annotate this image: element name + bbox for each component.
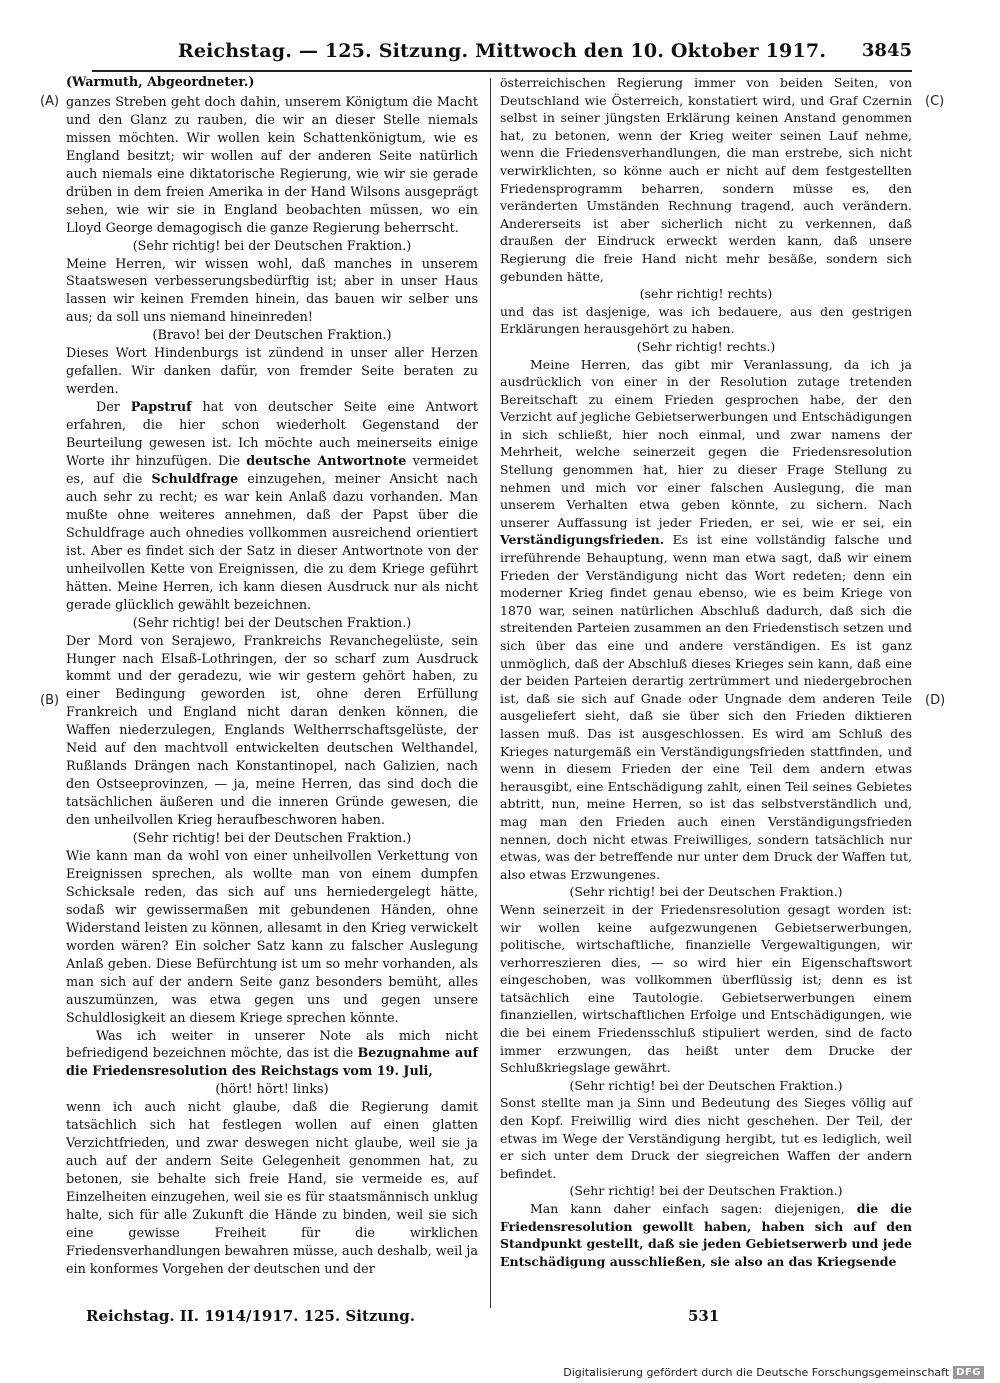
paragraph: Sonst stellte man ja Sinn und Bedeutung des Sieges völlig auf den Kopf. Freiwillig wird dies nicht geschehen. Der Teil, der etwas im Wege der Verständigung hergibt, tut es lediglich, weil er sich unter dem Druck der siegreichen Waffen der andern befindet. bbox=[500, 1095, 912, 1181]
margin-marker-b: (B) bbox=[40, 693, 60, 708]
margin-marker-c: (C) bbox=[925, 94, 945, 109]
paragraph: Meine Herren, wir wissen wohl, daß manches in unserem Staatswesen verbesserungsbedürftig ist; aber in unser Haus lassen wir keinen Fremden hinein, das bauen wir selber uns aus; da soll uns niemand hineinreden! bbox=[66, 256, 478, 326]
reaction-note: (hört! hört! links) bbox=[215, 1082, 329, 1098]
paragraph: Man kann daher einfach sagen: diejenigen, die die Friedensresolution gewollt haben, haben sich auf den Standpunkt gestellt, daß sie jeden Gebietserwerb und jede Entschädigung ausschließen, sie also an das Kriegsende bbox=[500, 1201, 912, 1269]
paragraph: österreichischen Regierung immer von beiden Seiten, von Deutschland wie Österreich, konstatiert wird, und Graf Czernin selbst in seiner jüngsten Erklärung keinen Anstand genommen hat, zu betonen, wenn der Krieg weiter seinen Lauf nehme, wenn die Friedensverhandlungen, die man erstrebe, sich nicht verwirklichten, so könne auch er nicht auf dem festgestellten Friedensprogramm beharren, sondern müsse es, den veränderten Umständen Rechnung tragend, auch verändern. Andererseits ist aber sicherlich nicht zu verkennen, daß draußen der Eindruck erweckt werden kann, daß unsere Regierung die freie Hand nicht mehr besäße, sondern sich gebunden hätte, bbox=[500, 75, 912, 284]
page-title: Reichstag. — 125. Sitzung. Mittwoch den 10. Oktober 1917. bbox=[177, 40, 827, 62]
dfg-notice bbox=[563, 1366, 984, 1379]
dfg-notice-text: Digitalisierung gefördert durch die Deutsche Forschungsgemeinschaft bbox=[563, 1366, 950, 1379]
paragraph: ganzes Streben geht doch dahin, unserem Königtum die Macht und den Glanz zu rauben, die wir an dieser Stelle niemals missen möchten. Wir wollen kein Schattenkönigtum, wie es England besitzt; wir wollen auf der anderen Seite natürlich auch niemals eine diktatorische Regierung, wie wir sie gerade drüben in dem freien Amerika in der Hand Wilsons ausgeprägt sehen, wie wir sie in England beobachten müssen, wo ein Lloyd George demagogisch die ganze Regierung beherrscht. bbox=[66, 94, 478, 236]
margin-marker-d: (D) bbox=[925, 693, 946, 708]
page-header bbox=[92, 36, 912, 72]
column-divider bbox=[490, 78, 491, 1308]
paragraph: Wie kann man da wohl von einer unheilvollen Verkettung von Ereignissen sprechen, als wollte man von einem dumpfen Schicksale reden, das sich auf uns herniedergelegt hätte, sodaß wir gewissermaßen mit gebundenen Händen, ohne Widerstand leisten zu können, allesamt in den Krieg verwickelt worden wären? Ein solcher Satz kann zu falscher Auslegung Anlaß geben. Diese Befürchtung ist um so mehr vorhanden, als man sich auf der andern Seite ganz besonders bemüht, alles auszumünzen, was etwa gegen uns und gegen unsere Schuldlosigkeit an diesem Kriege sprechen könnte. bbox=[66, 848, 478, 1026]
reaction-note: (Sehr richtig! bei der Deutschen Fraktion.) bbox=[569, 1183, 843, 1199]
left-column bbox=[66, 74, 478, 1279]
paragraph: wenn ich auch nicht glaube, daß die Regierung damit tatsächlich sich hat festlegen wollen auf einen glatten Verzichtfrieden, und zwar deswegen nicht glaube, weil sie ja auch auf der andern Seite Gelegenheit genommen hat, zu betonen, sie behalte sich freie Hand, sie vermeide es, auf Einzelheiten einzugehen, weil sie es für staatsmännisch unklug halte, sich für alle Zukunft die Hände zu binden, weil sie sich eine gewisse Freiheit für die wirklichen Friedensverhandlungen bewahren müsse, auch deshalb, weil ja ein konformes Vorgehen der deutschen und der bbox=[66, 1100, 478, 1277]
reaction-note: (Sehr richtig! rechts.) bbox=[636, 338, 776, 354]
paragraph: Meine Herren, das gibt mir Veranlassung, da ich ja ausdrücklich von einer in der Resolution zutage tretenden Bereitschaft zu einem Frieden gesprochen habe, der den Verzicht auf jegliche Gebietserwerbungen und Entschädigungen in sich schließt, hier noch einmal, und zwar namens der Mehrheit, welche seinerzeit gegen die Friedensresolution Stellung genommen hat, hier zu dieser Frage Stellung zu nehmen und mich vor einer falschen Auslegung, die man unserem Verhalten etwa geben könnte, zu sichern. Nach unserer Auffassung ist jeder Frieden, er sei, wie er sei, ein Verständigungsfrieden. Es ist eine vollständig falsche und irreführende Behauptung, wenn man etwa sagt, daß wir einem Frieden der Verständigung nicht das Wort redeten; denn ein moderner Krieg findet genau ebenso, wie es beim Kriege von 1870 war, seinen natürlichen Abschluß dadurch, daß sich die streitenden Parteien zusammen an den Friedenstisch setzen und sich über das eine und andere verständigen. Es ist ganz unmöglich, daß der Abschluß dieses Krieges sein kann, daß eine der beiden Parteien derartig zertrümmert und niedergebrochen ist, daß sie sich auf Gnade oder Ungnade dem anderen Teile ausgeliefert sieht, daß sie über sich den Frieden diktieren lassen muß. Das ist ausgeschlossen. Es wird am Schluß des Krieges naturgemäß ein Verständigungsfrieden stattfinden, und wenn in diesem Frieden der eine Teil dem andern etwas herausgibt, eine Entschädigung zahlt, einen Teil seines Gebietes abtritt, nun, meine Herren, so ist das selbstverständlich und, mag man den Frieden auch einen Verständigungsfrieden nennen, doch nicht etwas Freiwilliges, sondern tatsächlich nur etwas, was der betreffende nur unter dem Druck der Waffen tut, also etwas Erzwungenes. bbox=[500, 356, 912, 882]
reaction-note: (Sehr richtig! bei der Deutschen Fraktion.) bbox=[569, 884, 843, 900]
footer-page-number: 531 bbox=[688, 1307, 720, 1325]
paragraph: Was ich weiter in unserer Note als mich nicht befriedigend bezeichnen möchte, das ist die Bezugnahme auf die Friedensresolution des Reichstags vom 19. Juli, bbox=[66, 1028, 478, 1080]
speaker-label: (Warmuth, Abgeordneter.) bbox=[66, 75, 255, 90]
paragraph: Der Mord von Serajewo, Frankreichs Revanchegelüste, sein Hunger nach Elsaß-Lothringen, der so scharf zum Ausdruck kommt und der geradezu, wie wir gestern gehört haben, zu einer Bedingung geworden ist, ohne deren Erfüllung Frankreich und England nicht daran denken können, die Waffen niederzulegen, Englands Weltherrschaftsgelüste, der Neid auf den machtvoll entwickelten deutschen Welthandel, Rußlands Drängen nach Konstantinopel, nach Galizien, nach den Ostseeprovinzen, — ja, meine Herren, das sind doch die tatsächlichen äußeren und die inneren Gründe gewesen, die den unheilvollen Krieg heraufbeschworen haben. bbox=[66, 633, 478, 829]
dfg-logo-icon: DFG bbox=[953, 1366, 984, 1379]
paragraph: Wenn seinerzeit in der Friedensresolution gesagt worden ist: wir wollen keine aufgezwungenen Gebietserwerbungen, politische, wirtschaftliche, finanzielle Vergewaltigungen, wir verhorreszieren dies, — so wird hier ein Eigenschaftswort eingeschoben, was vollkommen überflüssig ist; denn es ist tatsächlich eine Tautologie. Gebietserwerbungen einem finanziellen, wirtschaftlichen Erfolge und Entschädigungen, wie die bei einem Friedensschluß stipuliert werden, sind de facto immer erzwungen, das heißt unter dem Drucke der Schlußkriegslage gewährt. bbox=[500, 901, 912, 1076]
reaction-note: (Sehr richtig! bei der Deutschen Fraktion.) bbox=[569, 1077, 843, 1093]
paragraph: und das ist dasjenige, was ich bedauere, aus den gestrigen Erklärungen herausgehört zu haben. bbox=[500, 303, 912, 337]
reaction-note: (sehr richtig! rechts) bbox=[639, 286, 773, 302]
reaction-note: (Sehr richtig! bei der Deutschen Fraktion.) bbox=[132, 615, 412, 631]
reaction-note: (Bravo! bei der Deutschen Fraktion.) bbox=[152, 328, 392, 344]
reaction-note: (Sehr richtig! bei der Deutschen Fraktion.) bbox=[132, 831, 412, 847]
page-number: 3845 bbox=[861, 40, 912, 61]
reaction-note: (Sehr richtig! bei der Deutschen Fraktion.) bbox=[132, 238, 412, 254]
margin-marker-a: (A) bbox=[40, 94, 60, 109]
paragraph: Der Papstruf hat von deutscher Seite eine Antwort erfahren, die hier schon wiederholt Gegenstand der Beurteilung gewesen ist. Ich möchte auch meinerseits einige Worte ihr hinzufügen. Die deutsche Antwortnote vermeidet es, auf die Schuldfrage einzugehen, meiner Ansicht nach auch sehr zu recht; es war kein Anlaß dazu vorhanden. Man mußte ohne weiteres annehmen, daß der Papst über die Schuldfrage auch ohnedies vollkommen ausreichend orientiert ist. Aber es findet sich der Satz in dieser Antwortnote von der unheilvollen Kette von Ereignissen, die zu dem Kriege geführt hätten. Meine Herren, ich kann diesen Ausdruck nur als nicht gerade glücklich gewählt bezeichnen. bbox=[66, 400, 479, 613]
paragraph: Dieses Wort Hindenburgs ist zündend in unser aller Herzen gefallen. Wir danken dafür, von fremder Seite beraten zu werden. bbox=[66, 346, 478, 398]
footer-source: Reichstag. II. 1914/1917. 125. Sitzung. bbox=[86, 1307, 415, 1325]
right-column bbox=[500, 74, 912, 1270]
